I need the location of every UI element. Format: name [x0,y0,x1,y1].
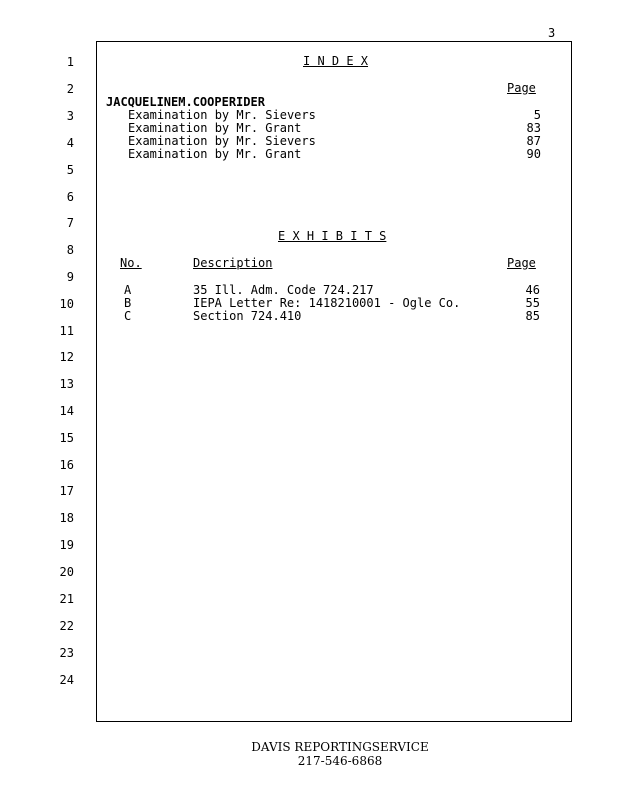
exhibits-col-page: Page [507,256,536,270]
index-entry-page: 83 [526,121,541,135]
exhibit-description: IEPA Letter Re: 1418210001 - Ogle Co. [193,296,461,310]
line-number: 8 [66,243,74,257]
page-number: 3 [548,26,556,40]
index-title: I N D E X [303,54,369,68]
index-entry-label: Examination by Mr. Grant [128,147,302,161]
footer-phone: 217-546-6868 [297,754,383,768]
index-entry-label: Examination by Mr. Grant [128,121,302,135]
line-number: 17 [59,484,74,498]
index-entry-label: Examination by Mr. Sievers [128,108,316,122]
exhibit-page: 85 [525,309,540,323]
exhibit-no: B [124,296,132,310]
line-number: 4 [66,136,74,150]
line-number: 23 [59,646,74,660]
line-number: 1 [66,55,74,69]
line-number: 7 [66,216,74,230]
line-number: 2 [66,82,74,96]
line-number: 10 [59,297,74,311]
line-number: 12 [59,350,74,364]
line-number: 20 [59,565,74,579]
exhibit-description: Section 724.410 [193,309,302,323]
exhibits-title: E X H I B I T S [278,229,387,243]
exhibit-no: C [124,309,132,323]
line-number: 14 [59,404,74,418]
line-number: 19 [59,538,74,552]
exhibits-col-no: No. [120,256,142,270]
line-number: 3 [66,109,74,123]
exhibit-page: 55 [525,296,540,310]
index-entry-page: 5 [533,108,541,122]
index-entry-page: 87 [526,134,541,148]
line-number: 24 [59,673,74,687]
exhibit-no: A [124,283,132,297]
footer-company: DAVIS REPORTINGSERVICE [251,740,429,754]
line-number: 5 [66,163,74,177]
line-number: 21 [59,592,74,606]
line-number: 13 [59,377,74,391]
index-page-header: Page [507,81,536,95]
exhibit-description: 35 Ill. Adm. Code 724.217 [193,283,374,297]
witness-name: JACQUELINEM.COOPERIDER [106,95,265,109]
line-number: 11 [59,324,74,338]
line-number: 18 [59,511,74,525]
line-number: 22 [59,619,74,633]
line-number: 6 [66,190,74,204]
exhibits-col-description: Description [193,256,273,270]
line-number: 15 [59,431,74,445]
exhibit-page: 46 [525,283,540,297]
line-number: 16 [59,458,74,472]
index-entry-label: Examination by Mr. Sievers [128,134,316,148]
index-entry-page: 90 [526,147,541,161]
line-number: 9 [66,270,74,284]
